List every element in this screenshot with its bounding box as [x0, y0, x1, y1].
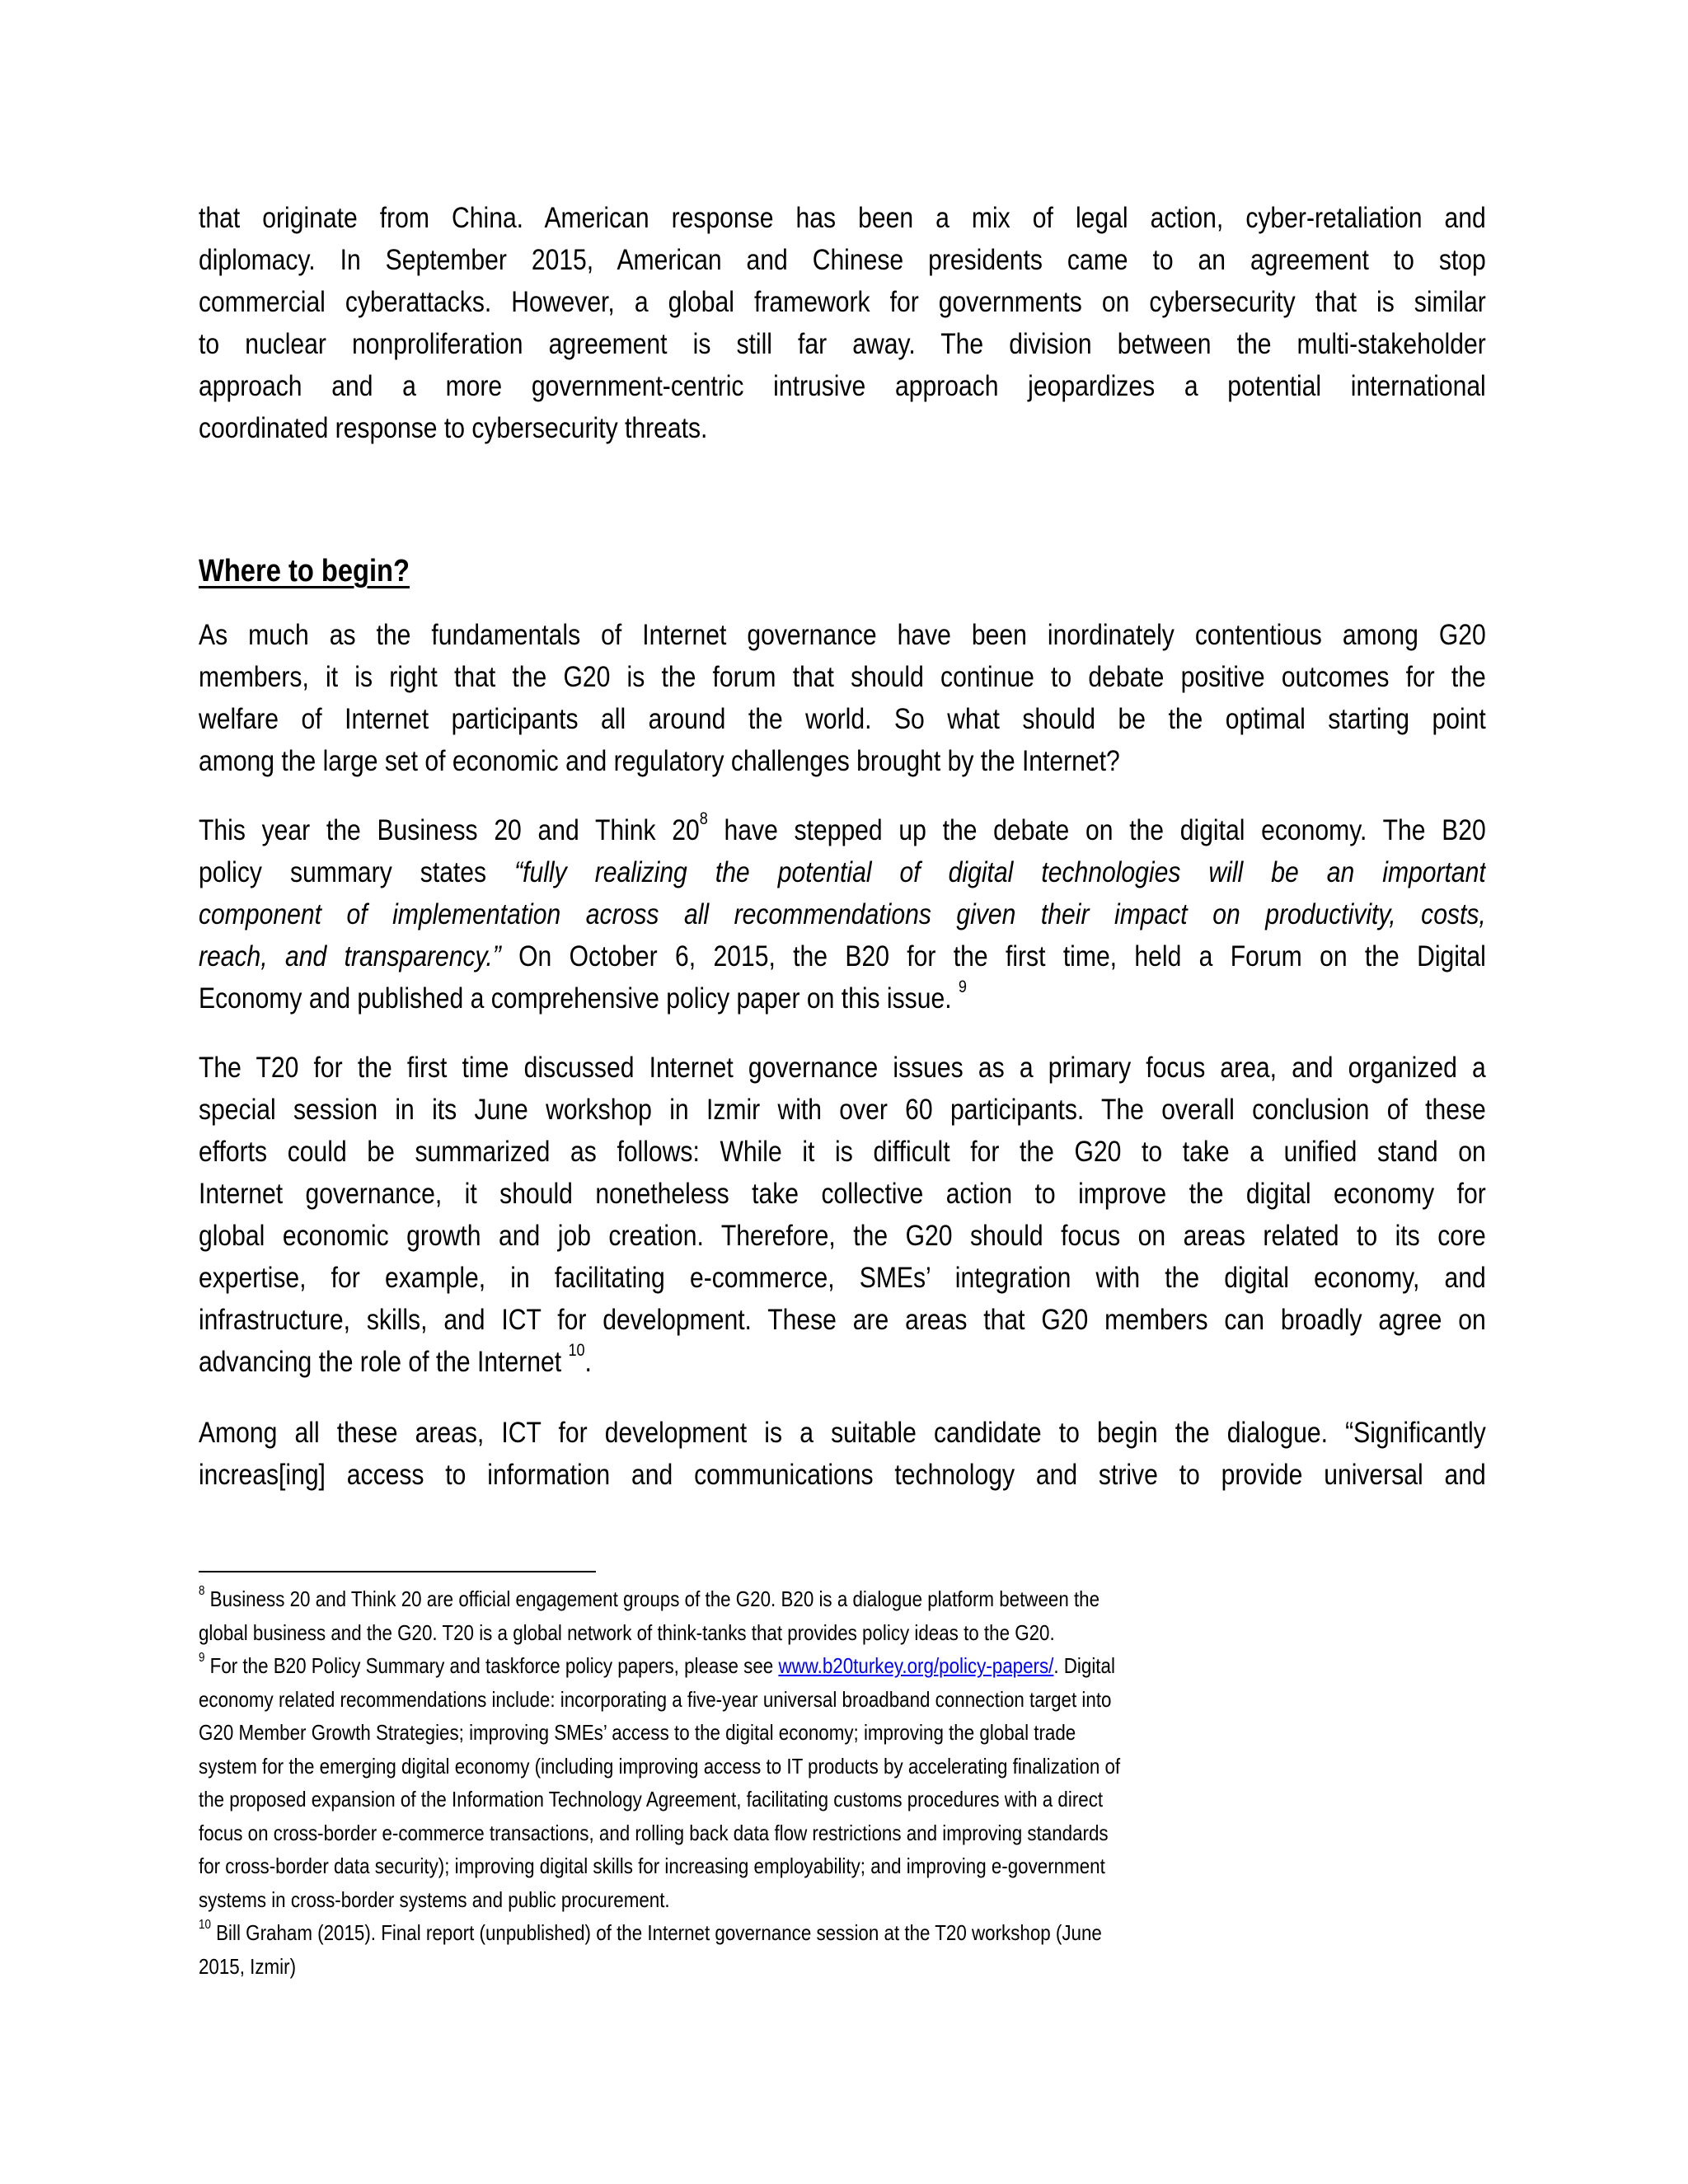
paragraph-t20-conclusion [199, 1047, 1486, 1383]
footnote-text-line: system for the emerging digital economy (including improving access to IT products by accelerating finalization of [199, 1753, 1121, 1779]
paragraph-b20-t20 [199, 809, 1486, 1019]
footnote-text-line: G20 Member Growth Strategies; improving SMEs’ access to the digital economy; improving the global trade [199, 1720, 1076, 1745]
text-line: infrastructure, skills, and ICT for development. These are areas that G20 members can broadly agree on [199, 1304, 1486, 1336]
text-line: As much as the fundamentals of Internet governance have been inordinately contentious among G20 [199, 619, 1486, 651]
footnote-text-line: 2015, Izmir) [199, 1953, 297, 1979]
quote-text: reach, and transparency.” [199, 940, 501, 972]
text-line: among the large set of economic and regulatory challenges brought by the Internet? [199, 745, 1120, 777]
text-line: expertise, for example, in facilitating e-commerce, SMEs’ integration with the digital economy, and [199, 1262, 1486, 1294]
text-line: The T20 for the first time discussed Internet governance issues as a primary focus area, and organized a [199, 1052, 1486, 1084]
text-line: that originate from China. American response has been a mix of legal action, cyber-retaliation and [199, 202, 1486, 234]
quote-text: “fully realizing the potential of digital technologies will be an important [514, 856, 1486, 888]
text-line: efforts could be summarized as follows: While it is difficult for the G20 to take a unified stand on [199, 1136, 1486, 1168]
paragraph-cybersecurity [199, 197, 1486, 449]
footnote-text-line: global business and the G20. T20 is a global network of think-tanks that provides policy ideas to the G20. [199, 1619, 1055, 1645]
text-line: advancing the role of the Internet $^{10}$. [199, 1341, 592, 1378]
text-line: diplomacy. In September 2015, American and Chinese presidents came to an agreement to stop [199, 244, 1486, 276]
text-line: policy summary states “fully realizing the potential of digital technologies will be an important [199, 856, 1486, 888]
footnote-number: 10 [199, 1917, 211, 1932]
footnote-ref-10[interactable]: 10 [568, 1341, 585, 1361]
footnote-number: 9 [199, 1650, 205, 1665]
text-line: welfare of Internet participants all around the world. So what should be the optimal starting point [199, 703, 1486, 735]
text-line: Among all these areas, ICT for development is a suitable candidate to begin the dialogue. “Significantly [199, 1417, 1486, 1449]
footnote-ref-9[interactable]: 9 [958, 977, 967, 997]
text-line: Economy and published a comprehensive policy paper on this issue. $^9$ [199, 977, 967, 1015]
paragraph-ict [199, 1412, 1486, 1496]
footnote-ref-8[interactable]: 8 [699, 809, 708, 829]
text-line: to nuclear nonproliferation agreement is still far away. The division between the multi-stakeholder [199, 328, 1486, 360]
text-line: increas[ing] access to information and communications technology and strive to provide universal and [199, 1459, 1486, 1491]
footnotes [199, 1582, 1486, 1983]
section-heading: Where to begin? [199, 554, 410, 588]
text-line: reach, and transparency.” On October 6, 2015, the B20 for the first time, held a Forum on the Digital [199, 940, 1486, 972]
policy-papers-link[interactable]: www.b20turkey.org/policy-papers/ [778, 1653, 1054, 1678]
text-line: Internet governance, it should nonetheless take collective action to improve the digital economy for [199, 1178, 1486, 1210]
paragraph-intro [199, 614, 1486, 782]
text-line: special session in its June workshop in Izmir with over 60 participants. The overall conclusion of these [199, 1094, 1486, 1126]
footnote-9: $^9$ For the B20 Policy Summary and taskforce policy papers, please see www.b20turkey.org/policy-papers/. Digital [199, 1650, 1115, 1678]
text-line: This year the Business 20 and Think $20^8$ have stepped up the debate on the digital economy. The B20 [199, 809, 1486, 846]
text-line: members, it is right that the G20 is the forum that should continue to debate positive outcomes for the [199, 661, 1486, 693]
quote-text: component of implementation across all recommendations given their impact on productivity, costs, [199, 898, 1486, 930]
text-line: global economic growth and job creation. Therefore, the G20 should focus on areas related to its core [199, 1220, 1486, 1252]
footnote-text-line: for cross-border data security); improving digital skills for increasing employability; and improving e-government [199, 1854, 1105, 1878]
footnote-separator [199, 1571, 596, 1572]
text-line: coordinated response to cybersecurity threats. [199, 412, 708, 444]
text-line: commercial cyberattacks. However, a global framework for governments on cybersecurity that is similar [199, 286, 1486, 318]
footnote-text-line: the proposed expansion of the Information Technology Agreement, facilitating customs procedures with a direct [199, 1787, 1104, 1811]
footnote-text-line: focus on cross-border e-commerce transactions, and rolling back data flow restrictions and improving standards [199, 1820, 1109, 1845]
footnote-10: $^{10}$ Bill Graham (2015). Final report (unpublished) of the Internet governance session at the T20 workshop (June [199, 1917, 1102, 1945]
footnote-8: $^8$ Business 20 and Think 20 are official engagement groups of the G20. B20 is a dialogue platform between the [199, 1583, 1100, 1611]
footnote-text-line: economy related recommendations include: incorporating a five-year universal broadband connection target into [199, 1686, 1112, 1712]
footnote-text-line: systems in cross-border systems and public procurement. [199, 1886, 670, 1912]
footnote-number: 8 [199, 1583, 205, 1598]
text-line: approach and a more government-centric intrusive approach jeopardizes a potential international [199, 370, 1486, 402]
